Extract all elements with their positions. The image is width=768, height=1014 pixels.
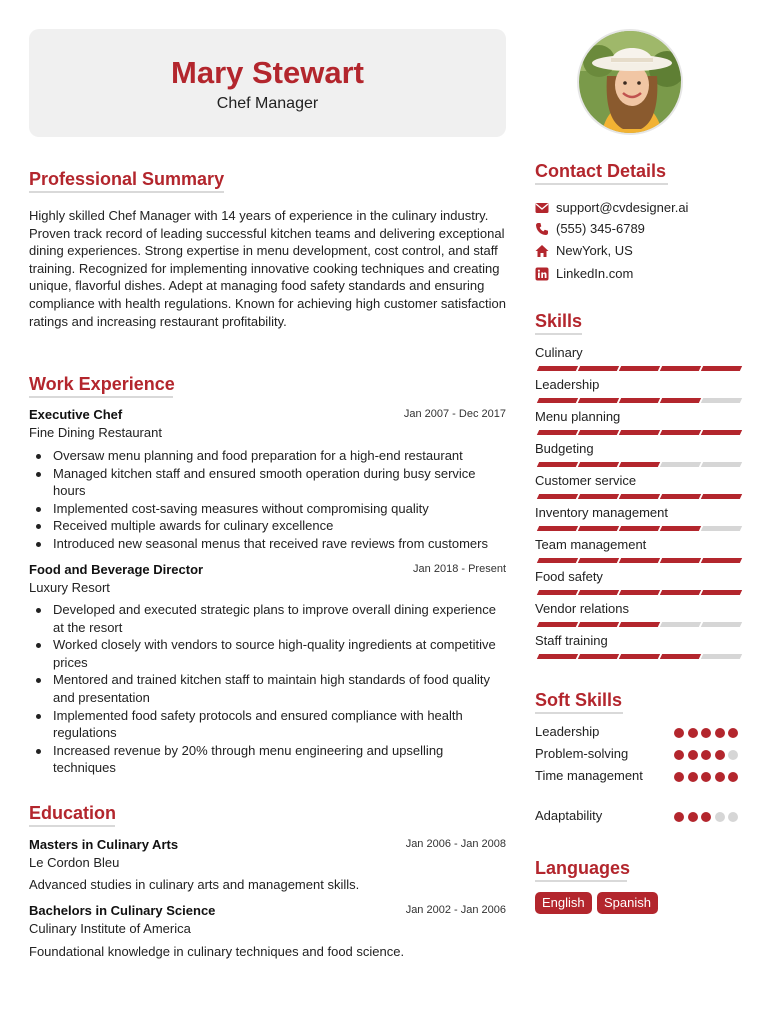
contact-text: LinkedIn.com bbox=[556, 266, 634, 281]
education-description: Foundational knowledge in culinary techniques and food science. bbox=[29, 944, 405, 959]
education-dates: Jan 2006 - Jan 2008 bbox=[405, 838, 506, 850]
soft-skill-rating bbox=[674, 772, 738, 782]
skill-segment-filled bbox=[660, 654, 701, 659]
section-underline bbox=[535, 880, 627, 882]
section-underline bbox=[29, 396, 173, 398]
rating-dot-filled bbox=[701, 812, 711, 822]
skill-segment-filled bbox=[578, 558, 619, 563]
skill-segment-filled bbox=[537, 366, 578, 371]
skill-segment-filled bbox=[537, 526, 578, 531]
job-header bbox=[29, 562, 506, 580]
skill-name: Staff training bbox=[535, 633, 608, 648]
job-company: Luxury Resort bbox=[29, 580, 110, 595]
education-description: Advanced studies in culinary arts and management skills. bbox=[29, 877, 360, 892]
skill-segment-filled bbox=[660, 526, 701, 531]
contact-text: NewYork, US bbox=[556, 243, 633, 258]
soft-skill-name: Leadership bbox=[535, 724, 600, 739]
section-title-education: Education bbox=[29, 803, 117, 823]
job-role: Executive Chef bbox=[29, 407, 123, 422]
section-title-skills: Skills bbox=[535, 311, 583, 331]
job-bullet: Implemented food safety protocols and ensured compliance with health regulations bbox=[33, 707, 503, 742]
skill-segment-filled bbox=[619, 430, 660, 435]
skill-segment-filled bbox=[701, 494, 742, 499]
skill-name: Menu planning bbox=[535, 409, 621, 424]
contact-text: support@cvdesigner.ai bbox=[556, 200, 689, 215]
skill-segment-filled bbox=[619, 526, 660, 531]
soft-skill-rating bbox=[674, 812, 738, 822]
rating-dot-filled bbox=[728, 772, 738, 782]
soft-skill-name: Problem-solving bbox=[535, 746, 629, 761]
job-bullet: Worked closely with vendors to source high-quality ingredients at competitive prices bbox=[33, 636, 503, 671]
section-title-languages: Languages bbox=[535, 858, 631, 878]
job-dates: Jan 2007 - Dec 2017 bbox=[403, 408, 506, 420]
degree: Masters in Culinary Arts bbox=[29, 837, 179, 852]
skill-segment-filled bbox=[578, 398, 619, 403]
job-dates: Jan 2018 - Present bbox=[413, 563, 506, 575]
skill-segment-filled bbox=[537, 398, 578, 403]
skill-segment-empty bbox=[701, 398, 742, 403]
job-bullet: Introduced new seasonal menus that received rave reviews from customers bbox=[33, 535, 503, 553]
rating-dot-filled bbox=[688, 728, 698, 738]
soft-skill-rating bbox=[674, 728, 738, 738]
job-bullets bbox=[33, 447, 503, 553]
skill-level-bar bbox=[535, 366, 738, 372]
skill-segment-filled bbox=[578, 430, 619, 435]
skill-segment-filled bbox=[701, 558, 742, 563]
section-title-work: Work Experience bbox=[29, 374, 175, 394]
skill-segment-filled bbox=[701, 366, 742, 371]
linkedin-icon bbox=[535, 267, 549, 281]
skill-segment-filled bbox=[578, 622, 619, 627]
job-bullet: Increased revenue by 20% through menu engineering and upselling techniques bbox=[33, 742, 503, 777]
skill-segment-filled bbox=[537, 430, 578, 435]
education-header bbox=[29, 837, 506, 855]
section-underline bbox=[29, 191, 224, 193]
section-underline bbox=[535, 333, 582, 335]
profile-photo-image bbox=[579, 31, 683, 135]
skill-segment-filled bbox=[619, 494, 660, 499]
school: Le Cordon Bleu bbox=[29, 855, 120, 870]
skill-name: Inventory management bbox=[535, 505, 668, 520]
skill-segment-empty bbox=[660, 622, 701, 627]
candidate-name: Mary Stewart bbox=[171, 55, 364, 90]
skill-name: Food safety bbox=[535, 569, 603, 584]
home-icon bbox=[535, 244, 549, 258]
summary-text: Highly skilled Chef Manager with 14 years of experience in the culinary industry. Proven track record of leading successful kitchen teams and delivering exceptional dining experiences. Strong expertise in menu development, cost control, and staff training. Recognized for implementing innovative cooking techniques and creating unique, flavorful dishes. Adept at managing food safety standards and ensuring compliance with health regulations. Known for achieving high customer satisfaction ratings and increasing restaurant profitability. bbox=[29, 208, 506, 329]
phone-icon bbox=[535, 222, 549, 236]
skill-segment-filled bbox=[660, 366, 701, 371]
skill-level-bar bbox=[535, 430, 738, 436]
skill-segment-filled bbox=[619, 398, 660, 403]
skill-level-bar bbox=[535, 558, 738, 564]
rating-dot-filled bbox=[715, 772, 725, 782]
skill-segment-empty bbox=[701, 654, 742, 659]
skill-segment-filled bbox=[619, 654, 660, 659]
skill-level-bar bbox=[535, 590, 738, 596]
rating-dot-filled bbox=[715, 728, 725, 738]
skill-level-bar bbox=[535, 622, 738, 628]
rating-dot-empty bbox=[715, 812, 725, 822]
job-bullets bbox=[33, 601, 503, 777]
rating-dot-filled bbox=[688, 812, 698, 822]
skill-segment-filled bbox=[660, 430, 701, 435]
skill-segment-filled bbox=[537, 590, 578, 595]
header-box bbox=[29, 29, 506, 137]
candidate-title: Chef Manager bbox=[216, 95, 319, 112]
job-bullet: Managed kitchen staff and ensured smooth operation during busy service hours bbox=[33, 465, 503, 500]
skill-segment-filled bbox=[537, 558, 578, 563]
skill-segment-filled bbox=[578, 590, 619, 595]
language-tag: English bbox=[535, 892, 592, 914]
job-bullet: Oversaw menu planning and food preparation for a high-end restaurant bbox=[33, 447, 503, 465]
skill-segment-filled bbox=[660, 590, 701, 595]
skill-level-bar bbox=[535, 654, 738, 660]
rating-dot-filled bbox=[701, 750, 711, 760]
job-header bbox=[29, 407, 506, 425]
soft-skill-name: Time management bbox=[535, 768, 643, 783]
rating-dot-filled bbox=[701, 728, 711, 738]
school: Culinary Institute of America bbox=[29, 921, 191, 936]
job-bullet: Developed and executed strategic plans to improve overall dining experience at the resort bbox=[33, 601, 503, 636]
rating-dot-filled bbox=[674, 772, 684, 782]
skill-level-bar bbox=[535, 494, 738, 500]
skill-level-bar bbox=[535, 462, 738, 468]
rating-dot-filled bbox=[688, 772, 698, 782]
rating-dot-filled bbox=[715, 750, 725, 760]
skill-segment-filled bbox=[619, 590, 660, 595]
skill-segment-filled bbox=[578, 462, 619, 467]
language-tag: Spanish bbox=[597, 892, 658, 914]
skill-segment-empty bbox=[701, 462, 742, 467]
skill-segment-empty bbox=[701, 622, 742, 627]
education-dates: Jan 2002 - Jan 2006 bbox=[405, 904, 506, 916]
skill-segment-filled bbox=[537, 622, 578, 627]
skill-name: Budgeting bbox=[535, 441, 594, 456]
rating-dot-filled bbox=[688, 750, 698, 760]
skill-segment-filled bbox=[578, 366, 619, 371]
education-header bbox=[29, 903, 506, 921]
contact-text: (555) 345-6789 bbox=[556, 221, 645, 236]
skill-segment-filled bbox=[619, 622, 660, 627]
degree: Bachelors in Culinary Science bbox=[29, 903, 216, 918]
skill-segment-filled bbox=[619, 462, 660, 467]
skill-segment-filled bbox=[537, 462, 578, 467]
skill-name: Customer service bbox=[535, 473, 637, 488]
rating-dot-empty bbox=[728, 812, 738, 822]
rating-dot-empty bbox=[728, 750, 738, 760]
rating-dot-filled bbox=[701, 772, 711, 782]
skill-name: Vendor relations bbox=[535, 601, 629, 616]
skill-segment-filled bbox=[537, 494, 578, 499]
skill-name: Culinary bbox=[535, 345, 583, 360]
skill-segment-filled bbox=[537, 654, 578, 659]
profile-photo bbox=[577, 29, 683, 135]
rating-dot-filled bbox=[728, 728, 738, 738]
skill-segment-empty bbox=[660, 462, 701, 467]
skill-name: Team management bbox=[535, 537, 647, 552]
rating-dot-filled bbox=[674, 728, 684, 738]
rating-dot-filled bbox=[674, 750, 684, 760]
skill-segment-filled bbox=[660, 494, 701, 499]
job-company: Fine Dining Restaurant bbox=[29, 425, 162, 440]
section-title-soft-skills: Soft Skills bbox=[535, 690, 623, 710]
soft-skill-rating bbox=[674, 750, 738, 760]
rating-dot-filled bbox=[674, 812, 684, 822]
job-bullet: Received multiple awards for culinary excellence bbox=[33, 517, 503, 535]
skill-segment-filled bbox=[578, 526, 619, 531]
job-bullet: Mentored and trained kitchen staff to maintain high standards of food quality and presentation bbox=[33, 671, 503, 706]
skill-segment-filled bbox=[660, 398, 701, 403]
skill-segment-filled bbox=[578, 494, 619, 499]
job-bullet: Implemented cost-saving measures without compromising quality bbox=[33, 500, 503, 518]
skill-segment-filled bbox=[701, 590, 742, 595]
skill-level-bar bbox=[535, 526, 738, 532]
envelope-icon bbox=[535, 201, 549, 215]
skill-segment-empty bbox=[701, 526, 742, 531]
skill-segment-filled bbox=[578, 654, 619, 659]
section-title-summary: Professional Summary bbox=[29, 169, 225, 189]
section-title-contact: Contact Details bbox=[535, 161, 667, 181]
soft-skill-name: Adaptability bbox=[535, 808, 603, 823]
job-role: Food and Beverage Director bbox=[29, 562, 204, 577]
skill-name: Leadership bbox=[535, 377, 600, 392]
section-underline bbox=[535, 712, 623, 714]
skill-segment-filled bbox=[701, 430, 742, 435]
skill-segment-filled bbox=[619, 366, 660, 371]
section-underline bbox=[535, 183, 668, 185]
section-underline bbox=[29, 825, 115, 827]
skill-level-bar bbox=[535, 398, 738, 404]
skill-segment-filled bbox=[660, 558, 701, 563]
skill-segment-filled bbox=[619, 558, 660, 563]
